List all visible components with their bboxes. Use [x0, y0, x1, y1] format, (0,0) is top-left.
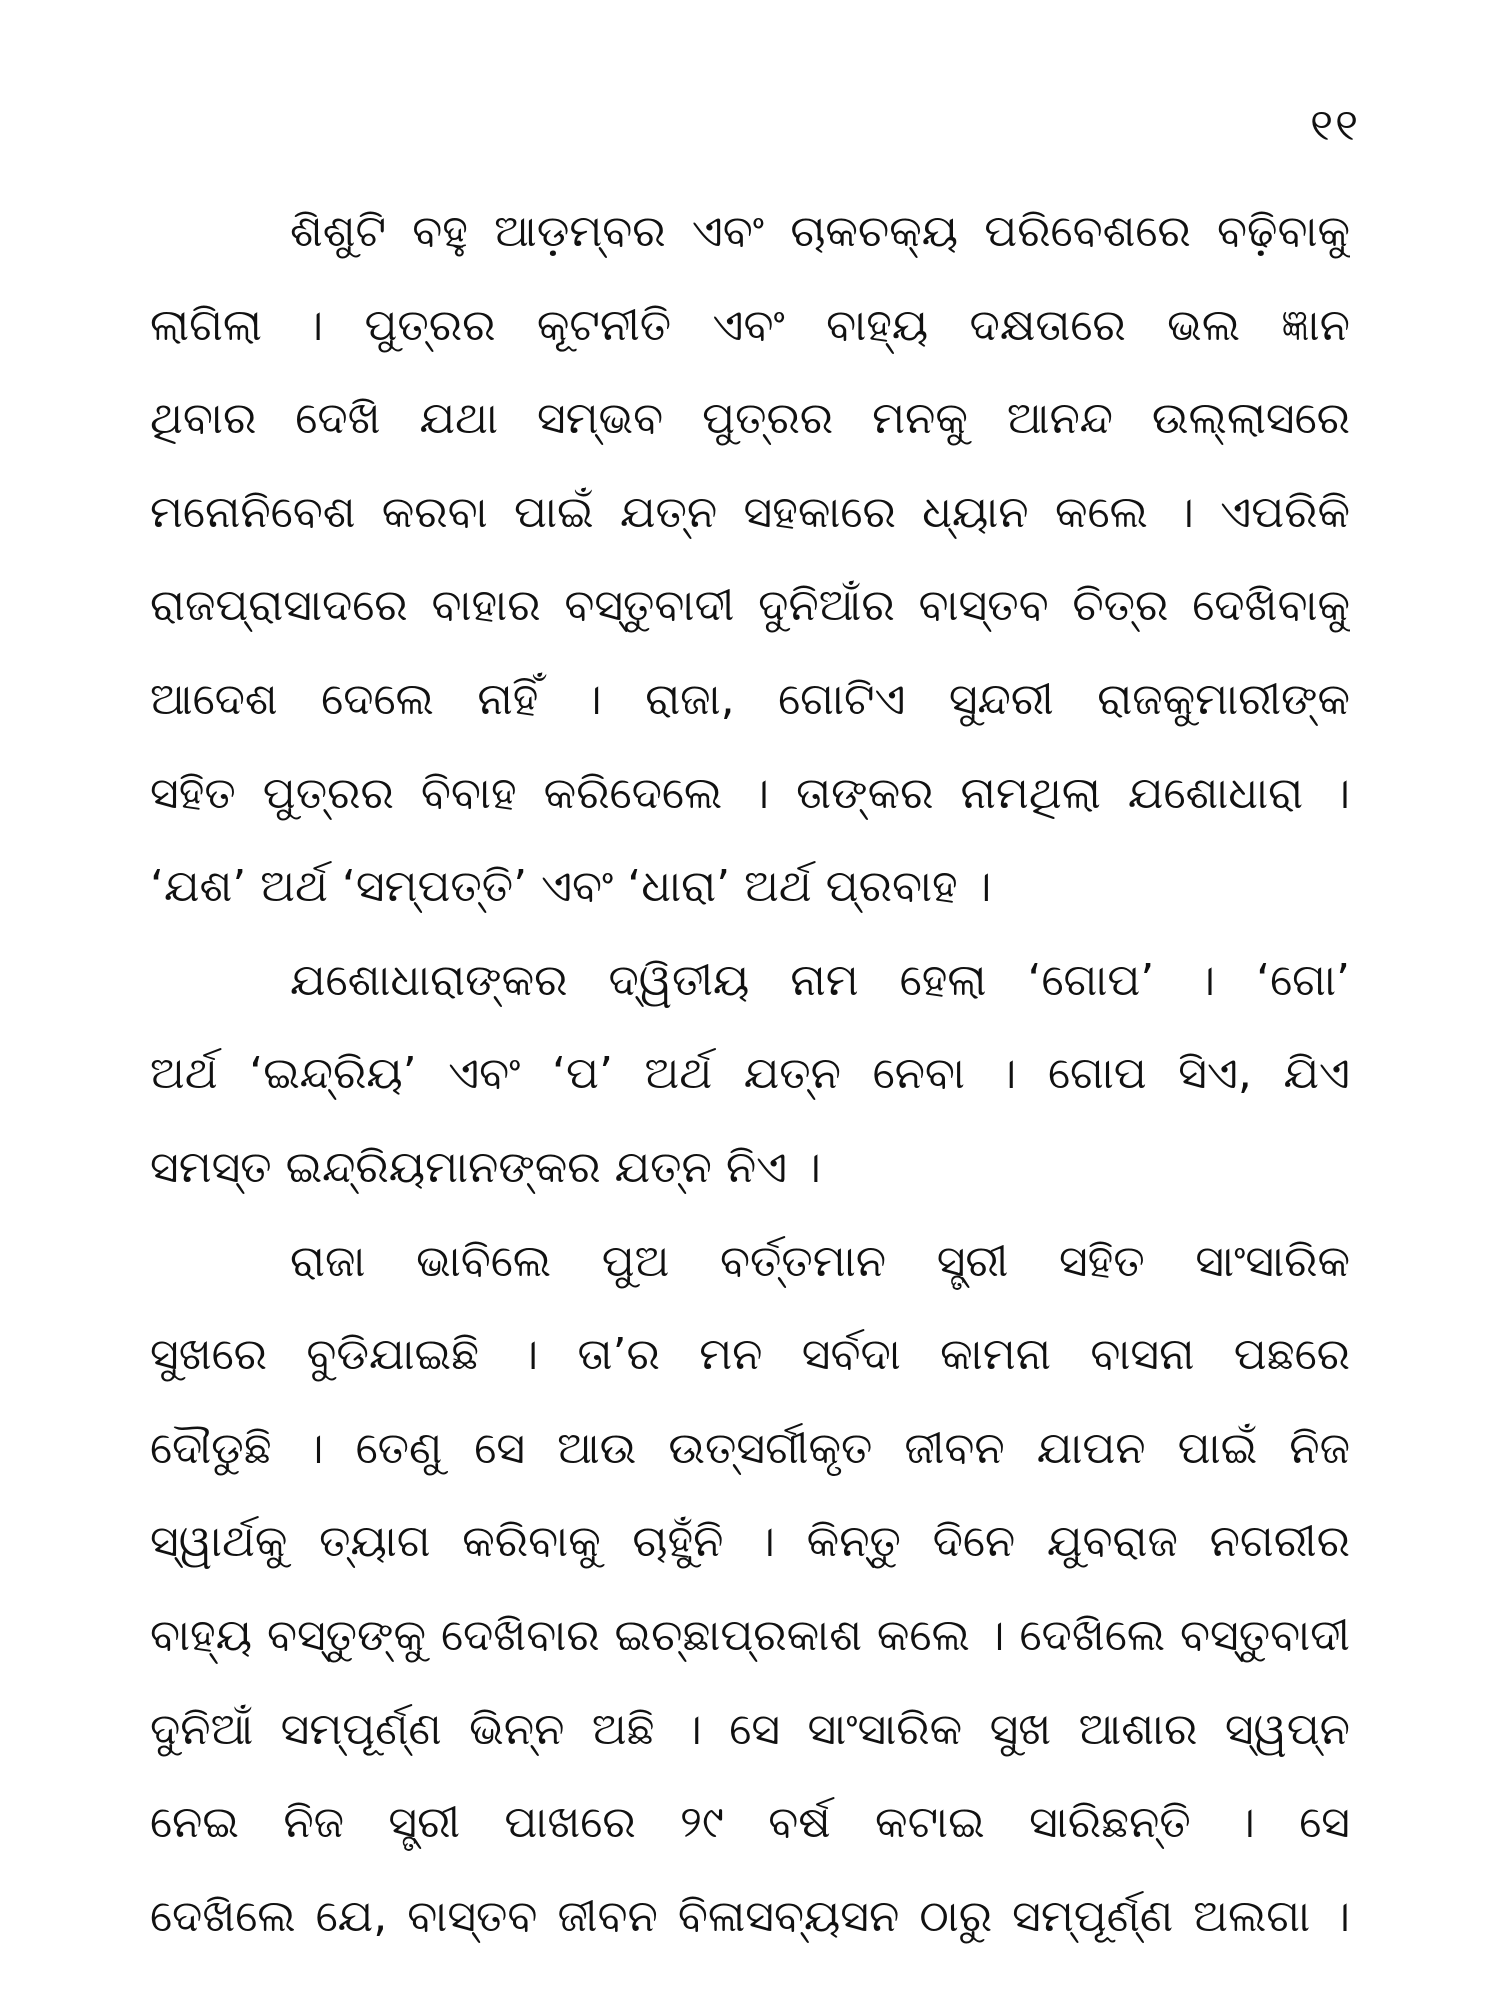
text-line-11: ସମସ୍ତ ଇନ୍ଦ୍ରିୟମାନଙ୍କର ଯତ୍ନ ନିଏ । — [150, 1141, 821, 1193]
text-line-8: ‘ଯଶ’ ଅର୍ଥ ‘ସମ୍ପତ୍ତି’ ଏବଂ ‘ଧାରା’ ଅର୍ଥ ପ୍ରବାହ । — [150, 861, 992, 913]
text-line-4: ମନୋନିବେଶ କରବା ପାଇଁ ଯତ୍ନ ସହକାରେ ଧ୍ୟାନ କଲେ । ଏପରିକି — [150, 486, 1350, 538]
text-line-16: ବାହ୍ୟ ବସ୍ତୁଙ୍କୁ ଦେଖିବାର ଇଚ୍ଛାପ୍ରକାଶ କଲେ । ଦେଖିଲେ ବସ୍ତୁବାଦୀ — [150, 1609, 1350, 1661]
text-line-12: ରାଜା ଭାବିଲେ ପୁଅ ବର୍ତ୍ତମାନ ସ୍ତ୍ରୀ ସହିତ ସାଂସାରିକ — [290, 1235, 1350, 1287]
text-line-3: ଥିବାର ଦେଖି ଯଥା ସମ୍ଭବ ପୁତ୍ରର ମନକୁ ଆନନ୍ଦ ଉଲ୍ଲାସରେ — [150, 393, 1350, 445]
body-text — [150, 185, 1350, 1963]
text-line-17: ଦୁନିଆଁ ସମ୍ପୂର୍ଣ୍ଣ ଭିନ୍ନ ଅଛି । ସେ ସାଂସାରିକ ସୁଖ ଆଶାର ସ୍ୱପ୍ନ — [150, 1703, 1350, 1755]
page-number: ୧୧ — [1310, 100, 1360, 151]
text-line-7: ସହିତ ପୁତ୍ରର ବିବାହ କରିଦେଲେ । ତାଙ୍କର ନାମଥିଲା ଯଶୋଧାରା । — [150, 767, 1350, 819]
text-line-1: ଶିଶୁଟି ବହୁ ଆଡ଼ମ୍ବର ଏବଂ ଚାକଚକ୍ୟ ପରିବେଶରେ ବଢ଼ିବାକୁ — [290, 206, 1350, 257]
text-line-5: ରାଜପ୍ରାସାଦରେ ବାହାର ବସ୍ତୁବାଦୀ ଦୁନିଆଁର ବାସ୍ତବ ଚିତ୍ର ଦେଖିବାକୁ — [150, 580, 1350, 632]
text-line-14: ଦୌଡୁଛି । ତେଣୁ ସେ ଆଉ ଉତ୍ସର୍ଗୀକୃତ ଜୀବନ ଯାପନ ପାଇଁ ନିଜ — [150, 1422, 1350, 1474]
text-line-9: ଯଶୋଧାରାଙ୍କର ଦ୍ୱିତୀୟ ନାମ ହେଲା ‘ଗୋପ’ । ‘ଗୋ’ — [290, 954, 1350, 1006]
text-line-15: ସ୍ୱାର୍ଥକୁ ତ୍ୟାଗ କରିବାକୁ ଚାହୁଁନି । କିନ୍ତୁ ଦିନେ ଯୁବରାଜ ନଗରୀର — [150, 1516, 1350, 1568]
text-line-18: ନେଇ ନିଜ ସ୍ତ୍ରୀ ପାଖରେ ୨୯ ବର୍ଷ କଟାଇ ସାରିଛନ୍ତି । ସେ — [150, 1797, 1350, 1849]
text-line-19: ଦେଖିଲେ ଯେ, ବାସ୍ତବ ଜୀବନ ବିଳାସବ୍ୟସନ ଠାରୁ ସମ୍ପୂର୍ଣ୍ଣ ଅଲଗା । — [150, 1890, 1350, 1942]
text-line-10: ଅର୍ଥ ‘ଇନ୍ଦ୍ରିୟ’ ଏବଂ ‘ପ’ ଅର୍ଥ ଯତ୍ନ ନେବା । ଗୋପ ସିଏ, ଯିଏ — [150, 1048, 1350, 1100]
text-line-2: ଲାଗିଲା । ପୁତ୍ରର କୂଟନୀତି ଏବଂ ବାହ୍ୟ ଦକ୍ଷତାରେ ଭଲ ଜ୍ଞାନ — [150, 299, 1350, 351]
text-line-13: ସୁଖରେ ବୁଡିଯାଇଛି । ତା’ର ମନ ସର୍ବଦା କାମନା ବାସନା ପଛରେ — [150, 1329, 1350, 1381]
text-line-6: ଆଦେଶ ଦେଲେ ନାହିଁ । ରାଜା, ଗୋଟିଏ ସୁନ୍ଦରୀ ରାଜକୁମାରୀଙ୍କ — [150, 673, 1350, 725]
